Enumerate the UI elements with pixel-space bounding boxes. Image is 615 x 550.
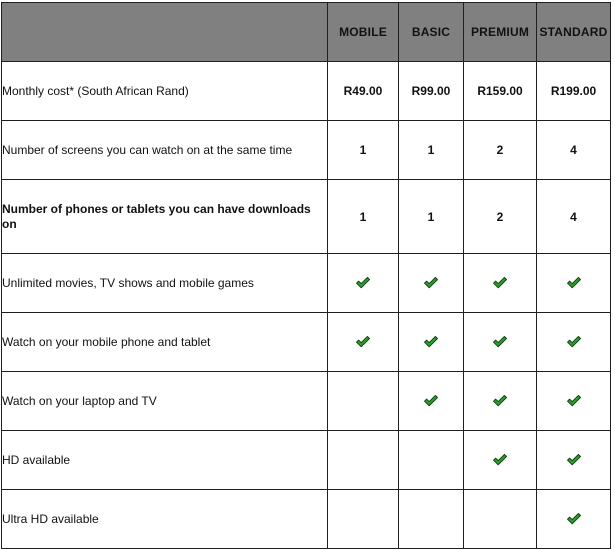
- plan-check-cell: [537, 372, 611, 431]
- header-blank-cell: [2, 3, 328, 62]
- table-row: [2, 313, 611, 372]
- plan-check-cell: [399, 372, 464, 431]
- green-checkmark-icon: [355, 335, 371, 349]
- feature-label: Watch on your mobile phone and tablet: [2, 313, 328, 372]
- plan-check-cell: [464, 431, 537, 490]
- table-row: [2, 180, 611, 254]
- plan-check-cell: [399, 254, 464, 313]
- table-row: [2, 431, 611, 490]
- feature-label: HD available: [2, 431, 328, 490]
- plan-check-cell: [537, 431, 611, 490]
- green-checkmark-icon: [423, 335, 439, 349]
- table-row: [2, 121, 611, 180]
- plan-value-cell: 4: [537, 121, 611, 180]
- plan-value-cell: R159.00: [464, 62, 537, 121]
- plan-check-cell: [328, 431, 399, 490]
- plan-comparison-table: [1, 2, 611, 549]
- plan-check-cell: [328, 490, 399, 549]
- header-row: [2, 3, 611, 62]
- feature-label: Number of screens you can watch on at the same time: [2, 121, 328, 180]
- green-checkmark-icon: [423, 276, 439, 290]
- plan-check-cell: [464, 313, 537, 372]
- plan-value-cell: 1: [328, 180, 399, 254]
- table-row: [2, 254, 611, 313]
- green-checkmark-icon: [492, 394, 508, 408]
- plan-value-cell: R49.00: [328, 62, 399, 121]
- plan-check-cell: [399, 431, 464, 490]
- table-row: [2, 490, 611, 549]
- plan-value-cell: R199.00: [537, 62, 611, 121]
- plan-value-cell: 2: [464, 180, 537, 254]
- table-row: [2, 62, 611, 121]
- plan-check-cell: [537, 490, 611, 549]
- green-checkmark-icon: [566, 335, 582, 349]
- plan-check-cell: [537, 254, 611, 313]
- plan-check-cell: [399, 313, 464, 372]
- plan-check-cell: [399, 490, 464, 549]
- feature-label: Monthly cost* (South African Rand): [2, 62, 328, 121]
- green-checkmark-icon: [566, 276, 582, 290]
- header-premium: PREMIUM: [464, 3, 537, 62]
- plan-check-cell: [328, 254, 399, 313]
- plan-value-cell: R99.00: [399, 62, 464, 121]
- green-checkmark-icon: [566, 512, 582, 526]
- feature-label: Watch on your laptop and TV: [2, 372, 328, 431]
- feature-label: Unlimited movies, TV shows and mobile games: [2, 254, 328, 313]
- plan-check-cell: [464, 254, 537, 313]
- feature-label: Ultra HD available: [2, 490, 328, 549]
- plan-value-cell: 2: [464, 121, 537, 180]
- table-row: [2, 372, 611, 431]
- feature-label: Number of phones or tablets you can have downloads on: [2, 180, 328, 254]
- green-checkmark-icon: [566, 453, 582, 467]
- plan-check-cell: [537, 313, 611, 372]
- green-checkmark-icon: [492, 335, 508, 349]
- green-checkmark-icon: [423, 394, 439, 408]
- plan-check-cell: [328, 372, 399, 431]
- plan-check-cell: [464, 372, 537, 431]
- green-checkmark-icon: [355, 276, 371, 290]
- header-basic: BASIC: [399, 3, 464, 62]
- plan-check-cell: [328, 313, 399, 372]
- green-checkmark-icon: [492, 453, 508, 467]
- plan-value-cell: 4: [537, 180, 611, 254]
- green-checkmark-icon: [492, 276, 508, 290]
- plan-value-cell: 1: [328, 121, 399, 180]
- green-checkmark-icon: [566, 394, 582, 408]
- header-standard: STANDARD: [537, 3, 611, 62]
- plan-check-cell: [464, 490, 537, 549]
- plan-value-cell: 1: [399, 180, 464, 254]
- header-mobile: MOBILE: [328, 3, 399, 62]
- plan-value-cell: 1: [399, 121, 464, 180]
